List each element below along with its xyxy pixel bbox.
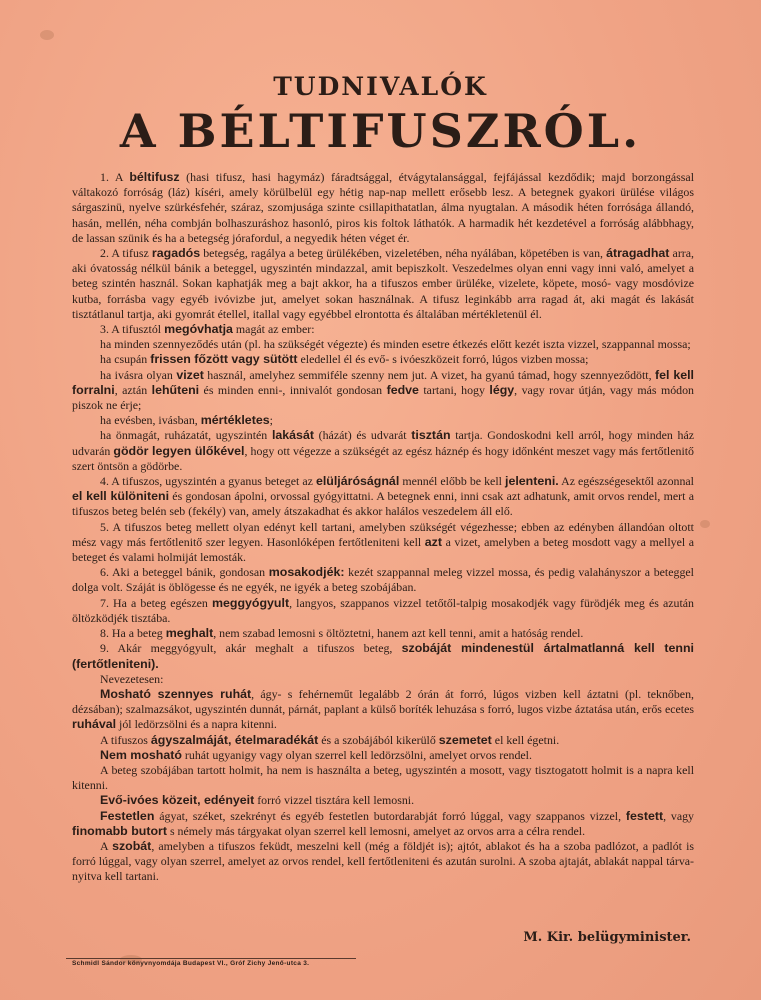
body-text: , hogy ott végezze a szükségét az egész háznép és hogy időnként meszet vagy más fertőtlenitő szert öntsön a gödörbe. bbox=[72, 443, 694, 473]
printer-imprint: Schmidl Sándor könyvnyomdája Budapest VI., Gróf Zichy Jenő-utca 3. bbox=[72, 960, 310, 967]
body-text: és gondosan ápolni, orvossal gyógyittatni. A betegnek enni, inni csak azt adhatunk, amit orvos rendel, mert a tifuszos beteg belén seb (fekély) van, amely átszakadhat és akkor halálos veszedelem áll elő. bbox=[72, 489, 694, 519]
emphasis-text: megóvhatja bbox=[164, 322, 233, 337]
body-text: 7. Ha a beteg egészen bbox=[100, 595, 212, 610]
paragraph bbox=[72, 763, 694, 793]
stain-mark bbox=[700, 520, 710, 528]
body-text: a vizet, amelyben a beteg mosdott vagy a mellyel a beteget és valami holmiját lemosták. bbox=[72, 534, 695, 565]
notice-body bbox=[72, 170, 694, 885]
body-text: tartja. Gondoskodni kell arról, hogy minden ház udvarán bbox=[72, 428, 695, 458]
body-text: 4. A tifuszos, ugyszintén a gyanus beteget az bbox=[100, 474, 316, 489]
body-text: el kell égetni. bbox=[491, 732, 560, 747]
emphasis-text: meggyógyult bbox=[211, 595, 290, 610]
body-text: , nem szabad lemosni s öltöztetni, hanem azt kell tenni, amit a hatóság rendel. bbox=[213, 626, 584, 641]
emphasis-text: jelenteni. bbox=[505, 474, 559, 489]
paragraph bbox=[72, 641, 694, 671]
emphasis-text: Nem mosható bbox=[100, 747, 182, 762]
poster-title: A BÉLTIFUSZRÓL. bbox=[119, 104, 642, 158]
body-text: ha minden szennyeződés után (pl. ha szükségét végezte) és minden esetre étkezés előtt kezét iszta vizzel, szappannal mossa; bbox=[100, 337, 691, 352]
paragraph bbox=[72, 687, 694, 733]
paragraph bbox=[72, 733, 694, 748]
emphasis-text: Festetlen bbox=[100, 808, 155, 823]
body-text: mennél előbb be kell bbox=[399, 474, 505, 489]
emphasis-text: Mosható szennyes ruhát bbox=[100, 686, 252, 701]
paragraph bbox=[72, 565, 694, 595]
emphasis-text: tisztán bbox=[411, 428, 451, 443]
body-text: , langyos, szappanos vizzel tetőtől-talpig mosakodjék vagy fürödjék meg és azután öltözködjék tisztába. bbox=[72, 595, 694, 625]
body-text: ; bbox=[269, 413, 273, 428]
body-text: ágyat, széket, szekrényt és egyéb festetlen butordarabját forró lúggal, vagy szappanos vizzel, bbox=[154, 808, 626, 823]
emphasis-text: meghalt bbox=[165, 626, 214, 641]
body-text: , vagy rovar útján, vagy más módon piszok ne érje; bbox=[72, 382, 695, 413]
body-text: betegség, ragálya a beteg ürülékében, vizeletében, néha nyálában, köpetében is van, bbox=[200, 246, 607, 261]
body-text: 5. A tifuszos beteg mellett olyan edényt kell tartani, amelyben szükségét végezhesse; ebben az edényben állandóan oltott mész vagy más fertőtlenitő szer legyen. Hasonlóképen fertőtleniteni kell bbox=[72, 519, 694, 549]
body-text: 8. Ha a beteg bbox=[100, 626, 166, 641]
body-text: és a szobájából kikerülő bbox=[318, 732, 439, 747]
body-text: , vagy bbox=[663, 808, 695, 823]
emphasis-text: finomabb butort bbox=[72, 823, 167, 838]
body-text: 1. A bbox=[100, 170, 130, 184]
paragraph bbox=[72, 474, 694, 520]
body-text: , amelyben a tifuszos feküdt, meszelni kell (még a földjét is); ajtót, ablakot és ha a szoba padlózot, a padlót is forró lúggal, vagy olyan szerrel, amelyet az orvos rendel, kell fertőtleniteni és azután surolni. A szoba ajtaját, ablakát nappal tárva-nyitva kell tartani. bbox=[72, 838, 695, 884]
body-text: (házát) és udvarát bbox=[313, 428, 412, 443]
body-text: ha csupán bbox=[100, 352, 151, 367]
body-text: használ, amelyhez semmiféle szenny nem jut. A vizet, ha gyanú támad, hogy szennyeződött, bbox=[203, 367, 655, 382]
paragraph bbox=[72, 839, 694, 885]
body-text: s némely más tárgyakat olyan szerrel kell lemosni, amelyet az orvos arra a célra rendel. bbox=[166, 823, 586, 838]
poster-subtitle: TUDNIVALÓK bbox=[273, 72, 488, 101]
body-text: , ágy- s fehérneműt legalább 2 órán át forró, lúgos vizben kell áztatni (pl. teknőben, dézsában); szalmazsákot, ugyszintén dunnát, párnát, paplant a külső boríték lehuzása s forró, lugos vizbe áztatása után, erős ecetes bbox=[72, 686, 694, 717]
body-text: Nevezetesen: bbox=[100, 671, 164, 686]
paragraph bbox=[72, 809, 694, 839]
body-text: A beteg szobájában tartott holmit, ha nem is használta a beteg, ugyszintén a mosott, vagy tisztogatott holmit is a napra kell kitenni. bbox=[72, 762, 694, 793]
body-text: eledellel él és evő- s ivóeszközeit forró, lúgos vizben mossa; bbox=[297, 352, 589, 367]
body-text: 6. Aki a beteggel bánik, gondosan bbox=[100, 565, 269, 580]
body-text: 2. A tifusz bbox=[100, 246, 152, 261]
emphasis-text: fel kell forralni bbox=[72, 367, 694, 397]
footer-rule bbox=[66, 958, 356, 959]
paragraph bbox=[72, 672, 694, 687]
body-text: Az egészségesektől azonnal bbox=[558, 474, 694, 489]
body-text: A tifuszos bbox=[100, 732, 151, 747]
emphasis-text: szemetet bbox=[438, 732, 492, 747]
body-text: jól ledörzsölni és a napra kitenni. bbox=[116, 717, 277, 732]
body-text: ha evésben, ivásban, bbox=[100, 413, 201, 428]
emphasis-text: Evő-ivóes közeit, edényeit bbox=[100, 793, 255, 808]
paragraph bbox=[72, 337, 694, 352]
emphasis-text: átragadhat bbox=[606, 246, 670, 261]
emphasis-text: ágyszalmáját, ételmaradékát bbox=[150, 732, 319, 747]
emphasis-text: el kell különiteni bbox=[72, 489, 170, 504]
body-text: arra, aki óvatosság nélkül bánik a beteggel, ugyszintén mindazzal, amit bepiszkolt. Veszedelmes olyan enni vagy inni való, amelyet a beteg szintén használ. Sokan kaphatják meg a bajt akkor, ha a tifuszos ember ürüléke, vizelete, köpete, mosó- vagy mosdóvize kutba, forrásba vagy egyéb ivóvizbe jut, amelyet sokan használnak. A tifusz leginkább arra ragad át, aki magát és lakását tisztátlanul tartja, aki gyomrát étellel, itallal vagy egyébbel elrontotta és általában mértékletenül él. bbox=[72, 246, 695, 321]
emphasis-text: fedve bbox=[386, 382, 419, 397]
emphasis-text: frissen főzött vagy sütött bbox=[150, 352, 298, 367]
emphasis-text: ruhával bbox=[72, 717, 117, 732]
body-text: ha ivásra olyan bbox=[100, 367, 177, 382]
emphasis-text: légy bbox=[489, 382, 515, 397]
paragraph bbox=[72, 520, 694, 566]
paragraph bbox=[72, 368, 694, 414]
paragraph bbox=[72, 246, 694, 322]
emphasis-text: elüljáróságnál bbox=[315, 474, 400, 489]
emphasis-text: szobát bbox=[112, 838, 152, 853]
body-text: tartani, hogy bbox=[418, 382, 490, 397]
emphasis-text: azt bbox=[424, 534, 442, 549]
paragraph bbox=[72, 170, 694, 246]
emphasis-text: lakását bbox=[271, 428, 314, 443]
emphasis-text: vizet bbox=[176, 367, 204, 382]
paragraph bbox=[72, 428, 694, 474]
paragraph bbox=[72, 626, 694, 641]
emphasis-text: mértékletes bbox=[200, 413, 270, 428]
paragraph bbox=[72, 793, 694, 808]
body-text: A bbox=[100, 838, 113, 853]
emphasis-text: festett bbox=[625, 808, 664, 823]
body-text: 9. Akár meggyógyult, akár meghalt a tifuszos beteg, bbox=[100, 641, 402, 656]
emphasis-text: ragadós bbox=[151, 246, 201, 261]
paragraph bbox=[72, 596, 694, 626]
body-text: magát az ember: bbox=[232, 322, 315, 337]
body-text: ha önmagát, ruházatát, ugyszintén bbox=[100, 428, 272, 443]
body-text: ruhát ugyanigy vagy olyan szerrel kell ledörzsölni, amelyet orvos rendel. bbox=[181, 747, 532, 762]
emphasis-text: gödör legyen ülőkével bbox=[113, 443, 245, 458]
paragraph bbox=[72, 748, 694, 763]
emphasis-text: szobáját mindenestül ártalmatlanná kell tenni (fertőtleniteni). bbox=[72, 641, 694, 671]
emphasis-text: béltifusz bbox=[129, 170, 180, 184]
body-text: forró vizzel tisztára kell lemosni. bbox=[254, 793, 415, 808]
paragraph bbox=[72, 352, 694, 367]
paragraph bbox=[72, 413, 694, 428]
signature: M. Kir. belügyminister. bbox=[523, 930, 691, 945]
paragraph bbox=[72, 322, 694, 337]
emphasis-text: mosakodjék: bbox=[268, 565, 345, 580]
body-text: kezét szappannal meleg vizzel mossa, és pedig valahányszor a beteggel dolga volt. Száját is öblögesse és ne egyék, ne igyék a beteg szobájában. bbox=[72, 565, 694, 595]
stain-mark bbox=[40, 30, 54, 40]
body-text: 3. A tifusztól bbox=[100, 322, 165, 337]
body-text: , aztán bbox=[114, 382, 152, 397]
body-text: és minden enni-, innivalót gondosan bbox=[199, 382, 387, 397]
body-text: (hasi tifusz, hasi hagymáz) fáradtsággal, étvágytalansággal, fejfájással kezdődik; majd borzongással váltakozó forróság (láz) kíséri, amely körülbelül egy hétig nap-nap mellett erősebb lesz. A betegnek gyakori ürülése világos sárgaszinü, nyelve szürkésfehér, száraz, szomjusága szinte csillapithatatlan, álma nyugtalan. A második héten forrósága állandó, hasán, mellén, néha combján bolhaszuráshoz hasonló, piros kis foltok láthatók. A harmadik hét kezdetével a forróság alábbhagy, de lassan szünik és ha a betegség jórafordul, a negyedik héten véget ér. bbox=[72, 170, 694, 245]
emphasis-text: lehűteni bbox=[151, 382, 200, 397]
